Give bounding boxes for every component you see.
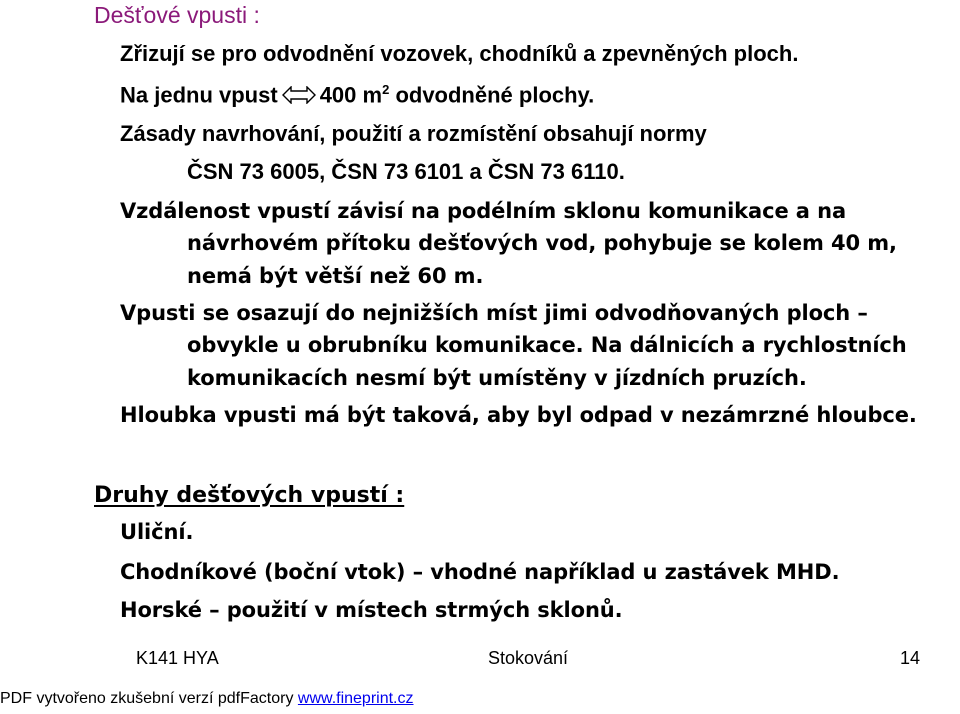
list-item: Horské – použití v místech strmých sklonů. <box>120 598 623 622</box>
pdf-watermark-text: PDF vytvořeno zkušební verzí pdfFactory <box>0 690 294 707</box>
double-arrow-icon <box>282 84 316 106</box>
list-item: Uliční. <box>120 520 194 544</box>
superscript: 2 <box>382 82 390 97</box>
area-value: 400 m <box>319 82 383 108</box>
footer-course: K141 HYA <box>136 648 219 668</box>
fineprint-link[interactable]: www.fineprint.cz <box>297 690 414 707</box>
pdf-watermark-bar <box>0 690 414 708</box>
text-line: nemá být větší než 60 m. <box>187 264 484 288</box>
text-fragment: Na jednu vpust <box>120 82 278 108</box>
text-line: návrhovém přítoku dešťových vod, pohybuje se kolem 40 m, <box>187 231 897 255</box>
text-line: Vpusti se osazují do nejnižších míst jimi odvodňovaných ploch – <box>120 301 868 325</box>
text-line: Vzdálenost vpustí závisí na podélním sklonu komunikace a na <box>120 199 847 223</box>
text-line: komunikacích nesmí být umístěny v jízdních pruzích. <box>187 366 807 390</box>
footer-topic: Stokování <box>488 648 569 668</box>
footer-page-number: 14 <box>900 648 921 668</box>
text-line: Zřizují se pro odvodnění vozovek, chodníků a zpevněných ploch. <box>120 41 799 66</box>
types-heading: Druhy dešťových vpustí : <box>94 483 405 508</box>
text-line-area <box>120 83 594 106</box>
text-line: Zásady navrhování, použití a rozmístění obsahují normy <box>120 121 707 146</box>
text-line: Hloubka vpusti má být taková, aby byl odpad v nezámrzné hloubce. <box>120 403 917 427</box>
text-line: ČSN 73 6005, ČSN 73 6101 a ČSN 73 6110. <box>187 159 625 184</box>
section-heading: Dešťové vpusti : <box>94 2 260 28</box>
text-line: obvykle u obrubníku komunikace. Na dálnicích a rychlostních <box>187 333 907 357</box>
text-fragment: odvodněné plochy. <box>395 82 595 108</box>
list-item: Chodníkové (boční vtok) – vhodné například u zastávek MHD. <box>120 560 840 584</box>
